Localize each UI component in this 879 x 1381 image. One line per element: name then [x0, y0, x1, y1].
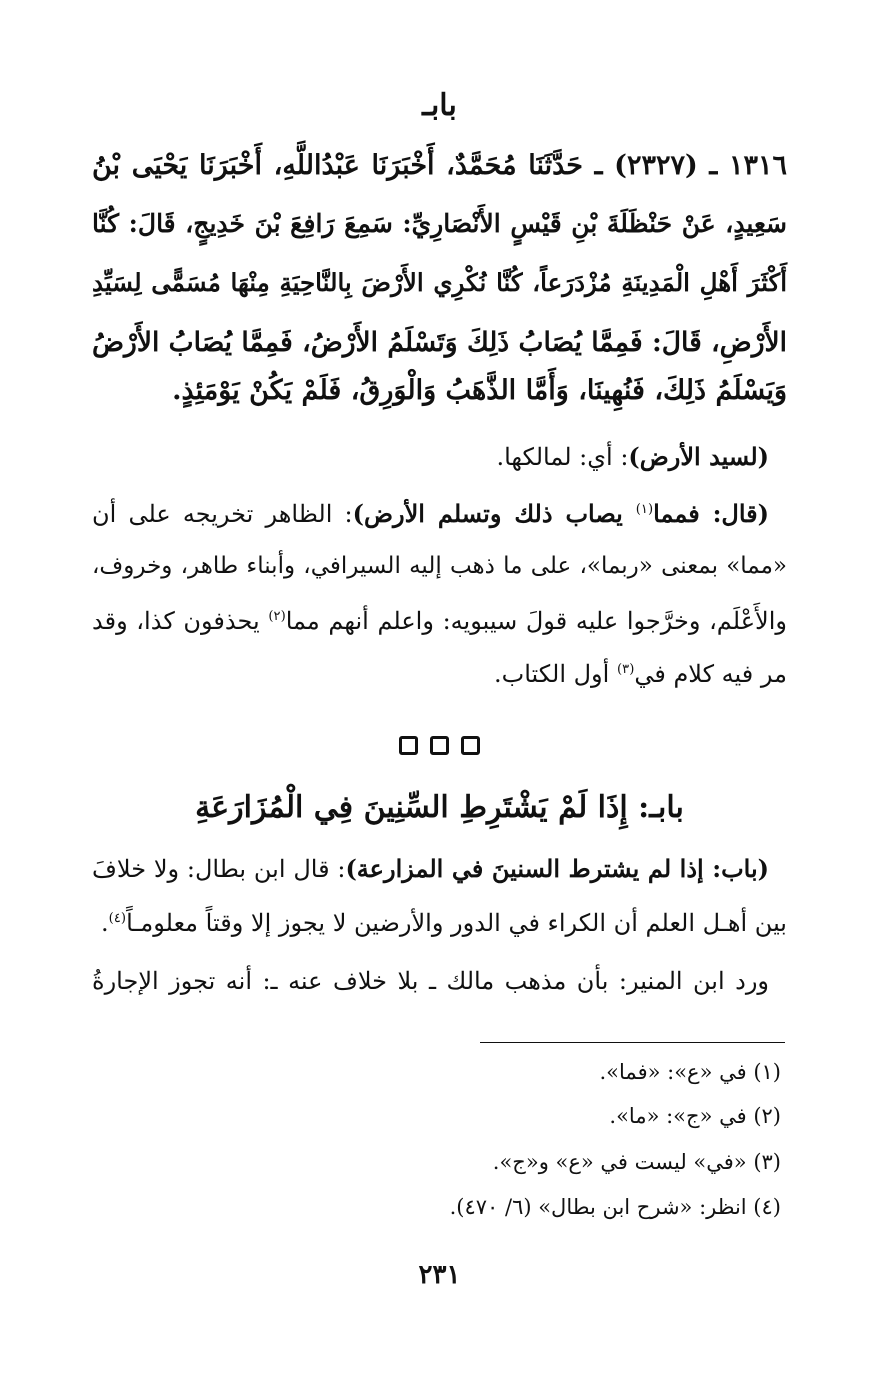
footnote-1: (١) في «ع»: «فما».: [599, 1060, 781, 1084]
hadith-line-4: الأَرْضِ، قَالَ: فَمِمَّا يُصَابُ ذَلِكَ وَتَسْلَمُ الأَرْضُ، فَمِمَّا يُصَابُ الأَرْضُ: [92, 327, 787, 358]
hadith-line-2: سَعِيدٍ، عَنْ حَنْظَلَةَ بْنِ قَيْسٍ الأَنْصَارِيِّ: سَمِعَ رَافِعَ بْنَ خَدِيجٍ، قَالَ: كُنَّا: [92, 209, 787, 238]
chapter-heading: بابـ: [422, 88, 457, 123]
separator-square: [461, 736, 480, 755]
section2-text: .: [101, 909, 109, 937]
commentary-text: : الظاهر تخريجه على أن: [92, 500, 353, 528]
commentary-p2-line-1: [92, 500, 769, 529]
commentary-p2-line-4: [92, 660, 787, 689]
section2-p1-line-2: [92, 909, 787, 938]
commentary-p2-line-2: «مما» بمعنى «ربما»، على ما ذهب إليه السيرافي، وأبناء طاهر، وخروف،: [92, 553, 787, 579]
commentary-text: يحذفون كذا، وقد: [92, 607, 269, 635]
footnote-4: (٤) انظر: «شرح ابن بطال» (٦/ ٤٧٠).: [449, 1195, 781, 1219]
section-title: [0, 790, 879, 825]
section2-p2-line-1: ورد ابن المنير: بأن مذهب مالك ـ بلا خلاف عنه ـ: أنه تجوز الإجارةُ: [92, 967, 769, 995]
footnote-ref-3[interactable]: (٣): [616, 662, 635, 677]
separator-square: [430, 736, 449, 755]
commentary-paragraph-1: [92, 443, 769, 472]
commentary-lemma: (لسيد الأرض): [628, 442, 769, 471]
footnote-ref-2[interactable]: (٢): [268, 609, 286, 624]
footnote-2: (٢) في «ج»: «ما».: [609, 1104, 781, 1128]
commentary-lemma-cont: يصاب ذلك وتسلم الأرض): [352, 499, 636, 528]
section2-lemma: (باب: إذا لم يشترط السنينَ في المزارعة): [345, 854, 770, 883]
commentary-text: : أي: لمالكها.: [496, 443, 629, 471]
footnote-divider: [480, 1042, 785, 1043]
page-number: ٢٣١: [418, 1260, 461, 1290]
section-title-prefix: بابـ: [649, 790, 684, 825]
footnote-ref-4[interactable]: (٤): [108, 911, 127, 926]
section2-text: : قال ابن بطال: ولا خلافَ: [92, 855, 346, 883]
commentary-lemma: (قال: فمما: [653, 499, 770, 528]
commentary-text: مر فيه كلام في: [634, 660, 787, 688]
section-title-text: : إِذَا لَمْ يَشْتَرِطِ السِّنِينَ فِي الْمُزَارَعَةِ: [195, 790, 650, 825]
separator-square: [399, 736, 418, 755]
hadith-line-5: وَيَسْلَمُ ذَلِكَ، فَنُهِينَا، وَأَمَّا الذَّهَبُ وَالْوَرِقُ، فَلَمْ يَكُنْ يَوْمَئِذٍ.: [172, 375, 787, 406]
footnote-3: (٣) «في» ليست في «ع» و«ج».: [492, 1150, 781, 1174]
hadith-line-1: ١٣١٦ ـ (٢٣٢٧) ـ حَدَّثَنَا مُحَمَّدٌ، أَخْبَرَنَا عَبْدُاللَّهِ، أَخْبَرَنَا يَحْيَى بْنُ: [92, 150, 787, 181]
commentary-p2-line-3: [92, 607, 787, 636]
footnote-ref-1[interactable]: (١): [635, 502, 654, 517]
section-separator: [0, 736, 879, 755]
commentary-text: والأَعْلَم، وخرَّجوا عليه قولَ سيبويه: واعلم أنهم مما: [285, 607, 787, 635]
hadith-line-3: أَكْثَرَ أَهْلِ الْمَدِينَةِ مُزْدَرَعاً، كُنَّا نُكْرِي الأَرْضَ بِالنَّاحِيَةِ مِنْهَا مُسَمًّى لِسَيِّدِ: [92, 268, 787, 297]
commentary-text: أول الكتاب.: [493, 660, 617, 688]
section2-text: بين أهـل العلم أن الكراء في الدور والأرضين لا يجوز إلا وقتاً معلومـاً: [126, 909, 787, 937]
section2-p1-line-1: [92, 855, 769, 884]
